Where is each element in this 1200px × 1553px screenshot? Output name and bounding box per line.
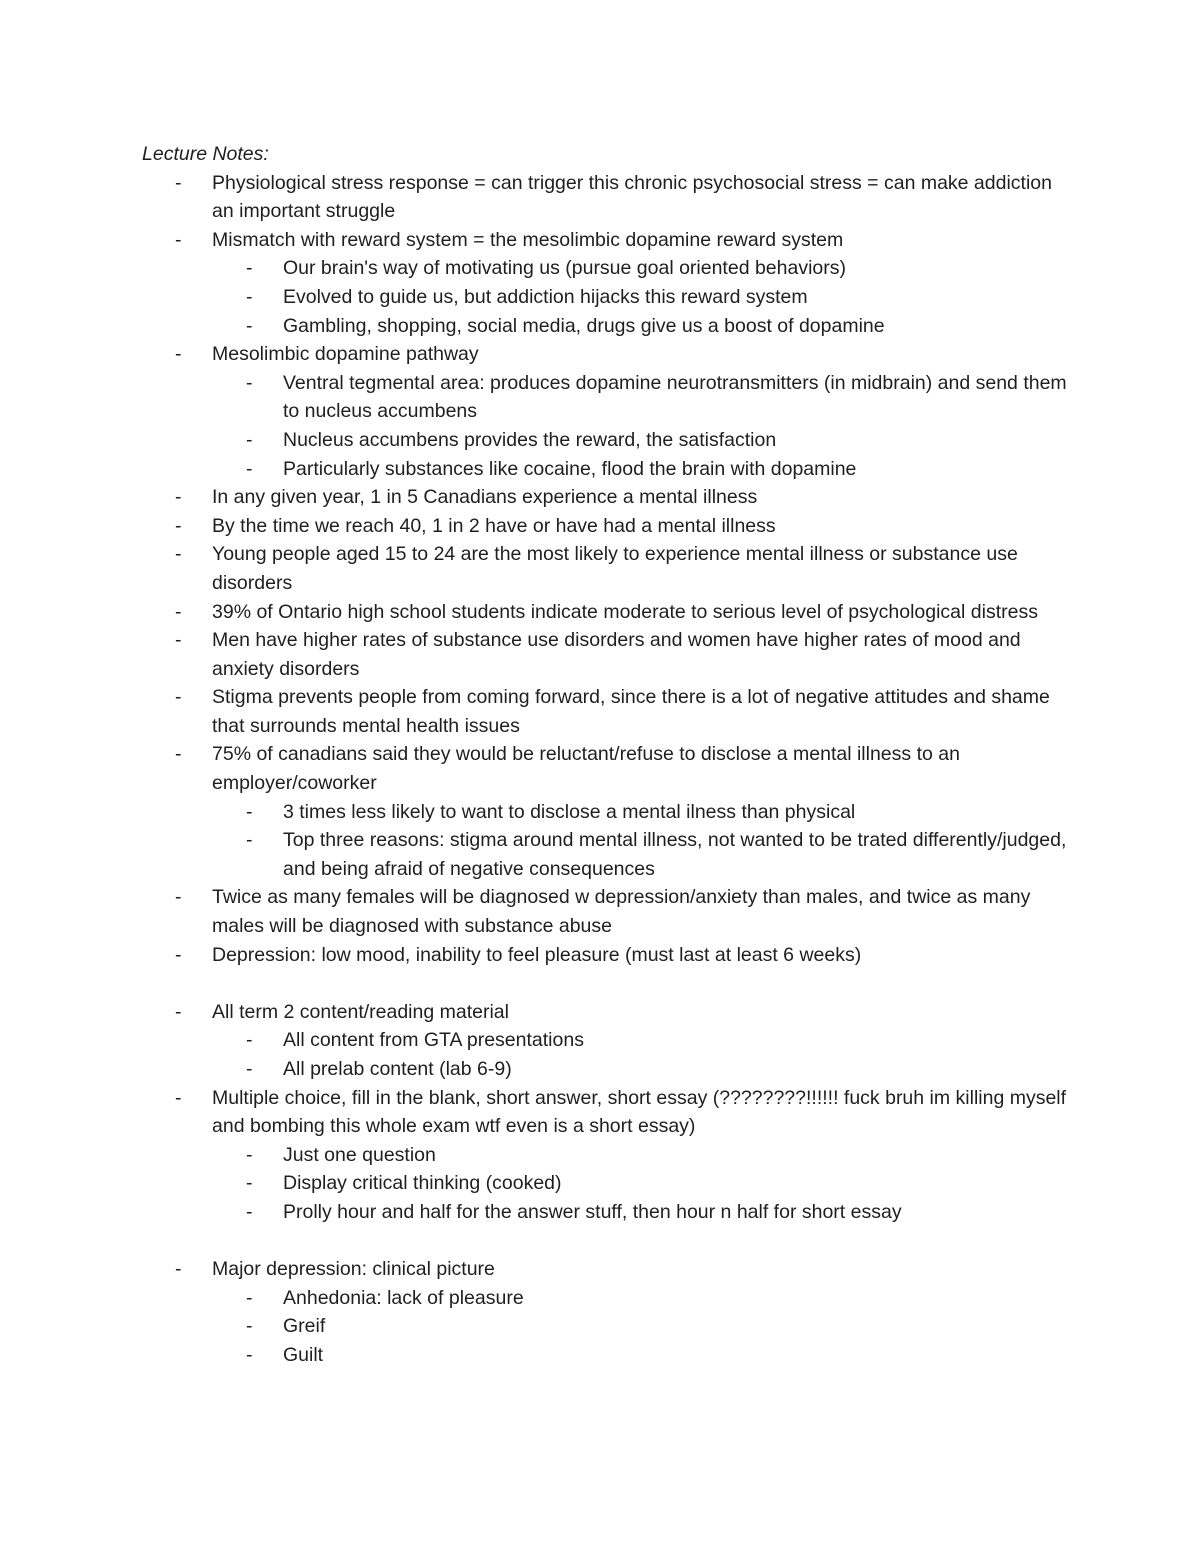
bullet-item [142,512,1072,541]
bullet-text: - By the time we reach 40, 1 in 2 have or have had a mental illness [212,514,776,537]
bullet-item [142,340,1072,369]
bullet-text: - Evolved to guide us, but addiction hijacks this reward system [283,285,808,308]
bullet-text: - Twice as many females will be diagnosed w depression/anxiety than males, and twice as many males will be diagnosed with substance abuse [212,886,1031,938]
sub-bullet-item [142,798,1072,827]
bullet-text: - Ventral tegmental area: produces dopamine neurotransmitters (in midbrain) and send them to nucleus accumbens [283,371,1067,423]
bullet-text: - Display critical thinking (cooked) [283,1172,562,1195]
bullet-text: - Guilt [283,1343,324,1366]
sub-bullet-item [142,283,1072,312]
bullet-text: - Young people aged 15 to 24 are the most likely to experience mental illness or substance use disorders [212,543,1018,594]
bullet-text: - In any given year, 1 in 5 Canadians experience a mental illness [212,486,758,509]
notes-list [142,169,1072,1370]
bullet-text: - Prolly hour and half for the answer stuff, then hour n half for short essay [283,1200,902,1223]
bullet-text: - Major depression: clinical picture [212,1258,495,1281]
sub-bullet-item [142,426,1072,455]
bullet-item [142,483,1072,512]
sub-bullet-item [142,455,1072,484]
bullet-text: - 3 times less likely to want to disclose a mental ilness than physical [283,800,856,823]
bullet-text: - Gambling, shopping, social media, drugs give us a boost of dopamine [283,314,885,337]
bullet-item [142,598,1072,627]
bullet-text: - All term 2 content/reading material [212,1000,509,1023]
sub-bullet-item [142,826,1072,883]
blank-line [142,1227,1072,1256]
bullet-text: - 39% of Ontario high school students indicate moderate to serious level of psychological distress [212,600,1038,623]
blank-line [142,969,1072,998]
bullet-text: - Top three reasons: stigma around mental illness, not wanted to be trated differently/judged, and being afraid of negative consequences [283,829,1067,880]
bullet-item [142,540,1072,597]
bullet-text: - All content from GTA presentations [283,1029,584,1052]
bullet-text: - Depression: low mood, inability to feel pleasure (must last at least 6 weeks) [212,943,862,966]
sub-bullet-item [142,1312,1072,1341]
sub-bullet-item [142,1341,1072,1370]
bullet-item [142,941,1072,970]
document-body [142,140,1072,1370]
bullet-item [142,1084,1072,1141]
bullet-item [142,740,1072,797]
bullet-text: - Mismatch with reward system = the mesolimbic dopamine reward system [212,228,844,251]
bullet-text: - Mesolimbic dopamine pathway [212,343,479,366]
bullet-item [142,1255,1072,1284]
bullet-text: - Just one question [283,1143,436,1166]
bullet-item [142,998,1072,1027]
notes-title: Lecture Notes: [142,143,269,165]
bullet-text: - Physiological stress response = can trigger this chronic psychosocial stress = can make addiction an important struggle [212,171,1052,223]
bullet-text: - 75% of canadians said they would be reluctant/refuse to disclose a mental illness to an employer/coworker [212,743,960,795]
sub-bullet-item [142,312,1072,341]
sub-bullet-item [142,1026,1072,1055]
sub-bullet-item [142,1284,1072,1313]
bullet-text: - Nucleus accumbens provides the reward, the satisfaction [283,428,777,451]
sub-bullet-item [142,1055,1072,1084]
bullet-text: - Particularly substances like cocaine, flood the brain with dopamine [283,457,857,480]
bullet-text: - Anhedonia: lack of pleasure [283,1286,524,1309]
bullet-text: - Stigma prevents people from coming forward, since there is a lot of negative attitudes and shame that surrounds mental health issues [212,686,1050,737]
sub-bullet-item [142,1169,1072,1198]
bullet-item [142,169,1072,226]
sub-bullet-item [142,254,1072,283]
bullet-item [142,226,1072,255]
bullet-text: - All prelab content (lab 6-9) [283,1058,512,1080]
sub-bullet-item [142,369,1072,426]
bullet-item [142,626,1072,683]
bullet-text: - Our brain's way of motivating us (pursue goal oriented behaviors) [283,257,847,280]
bullet-text: - Men have higher rates of substance use disorders and women have higher rates of mood and anxiety disorders [212,629,1021,680]
bullet-text: - Multiple choice, fill in the blank, short answer, short essay (????????!!!!!! fuck bruh im killing myself and bombing this whole exam wtf even is a short essay) [212,1086,1067,1138]
bullet-text: - Greif [283,1315,326,1338]
sub-bullet-item [142,1198,1072,1227]
sub-bullet-item [142,1141,1072,1170]
bullet-item [142,883,1072,940]
bullet-item [142,683,1072,740]
